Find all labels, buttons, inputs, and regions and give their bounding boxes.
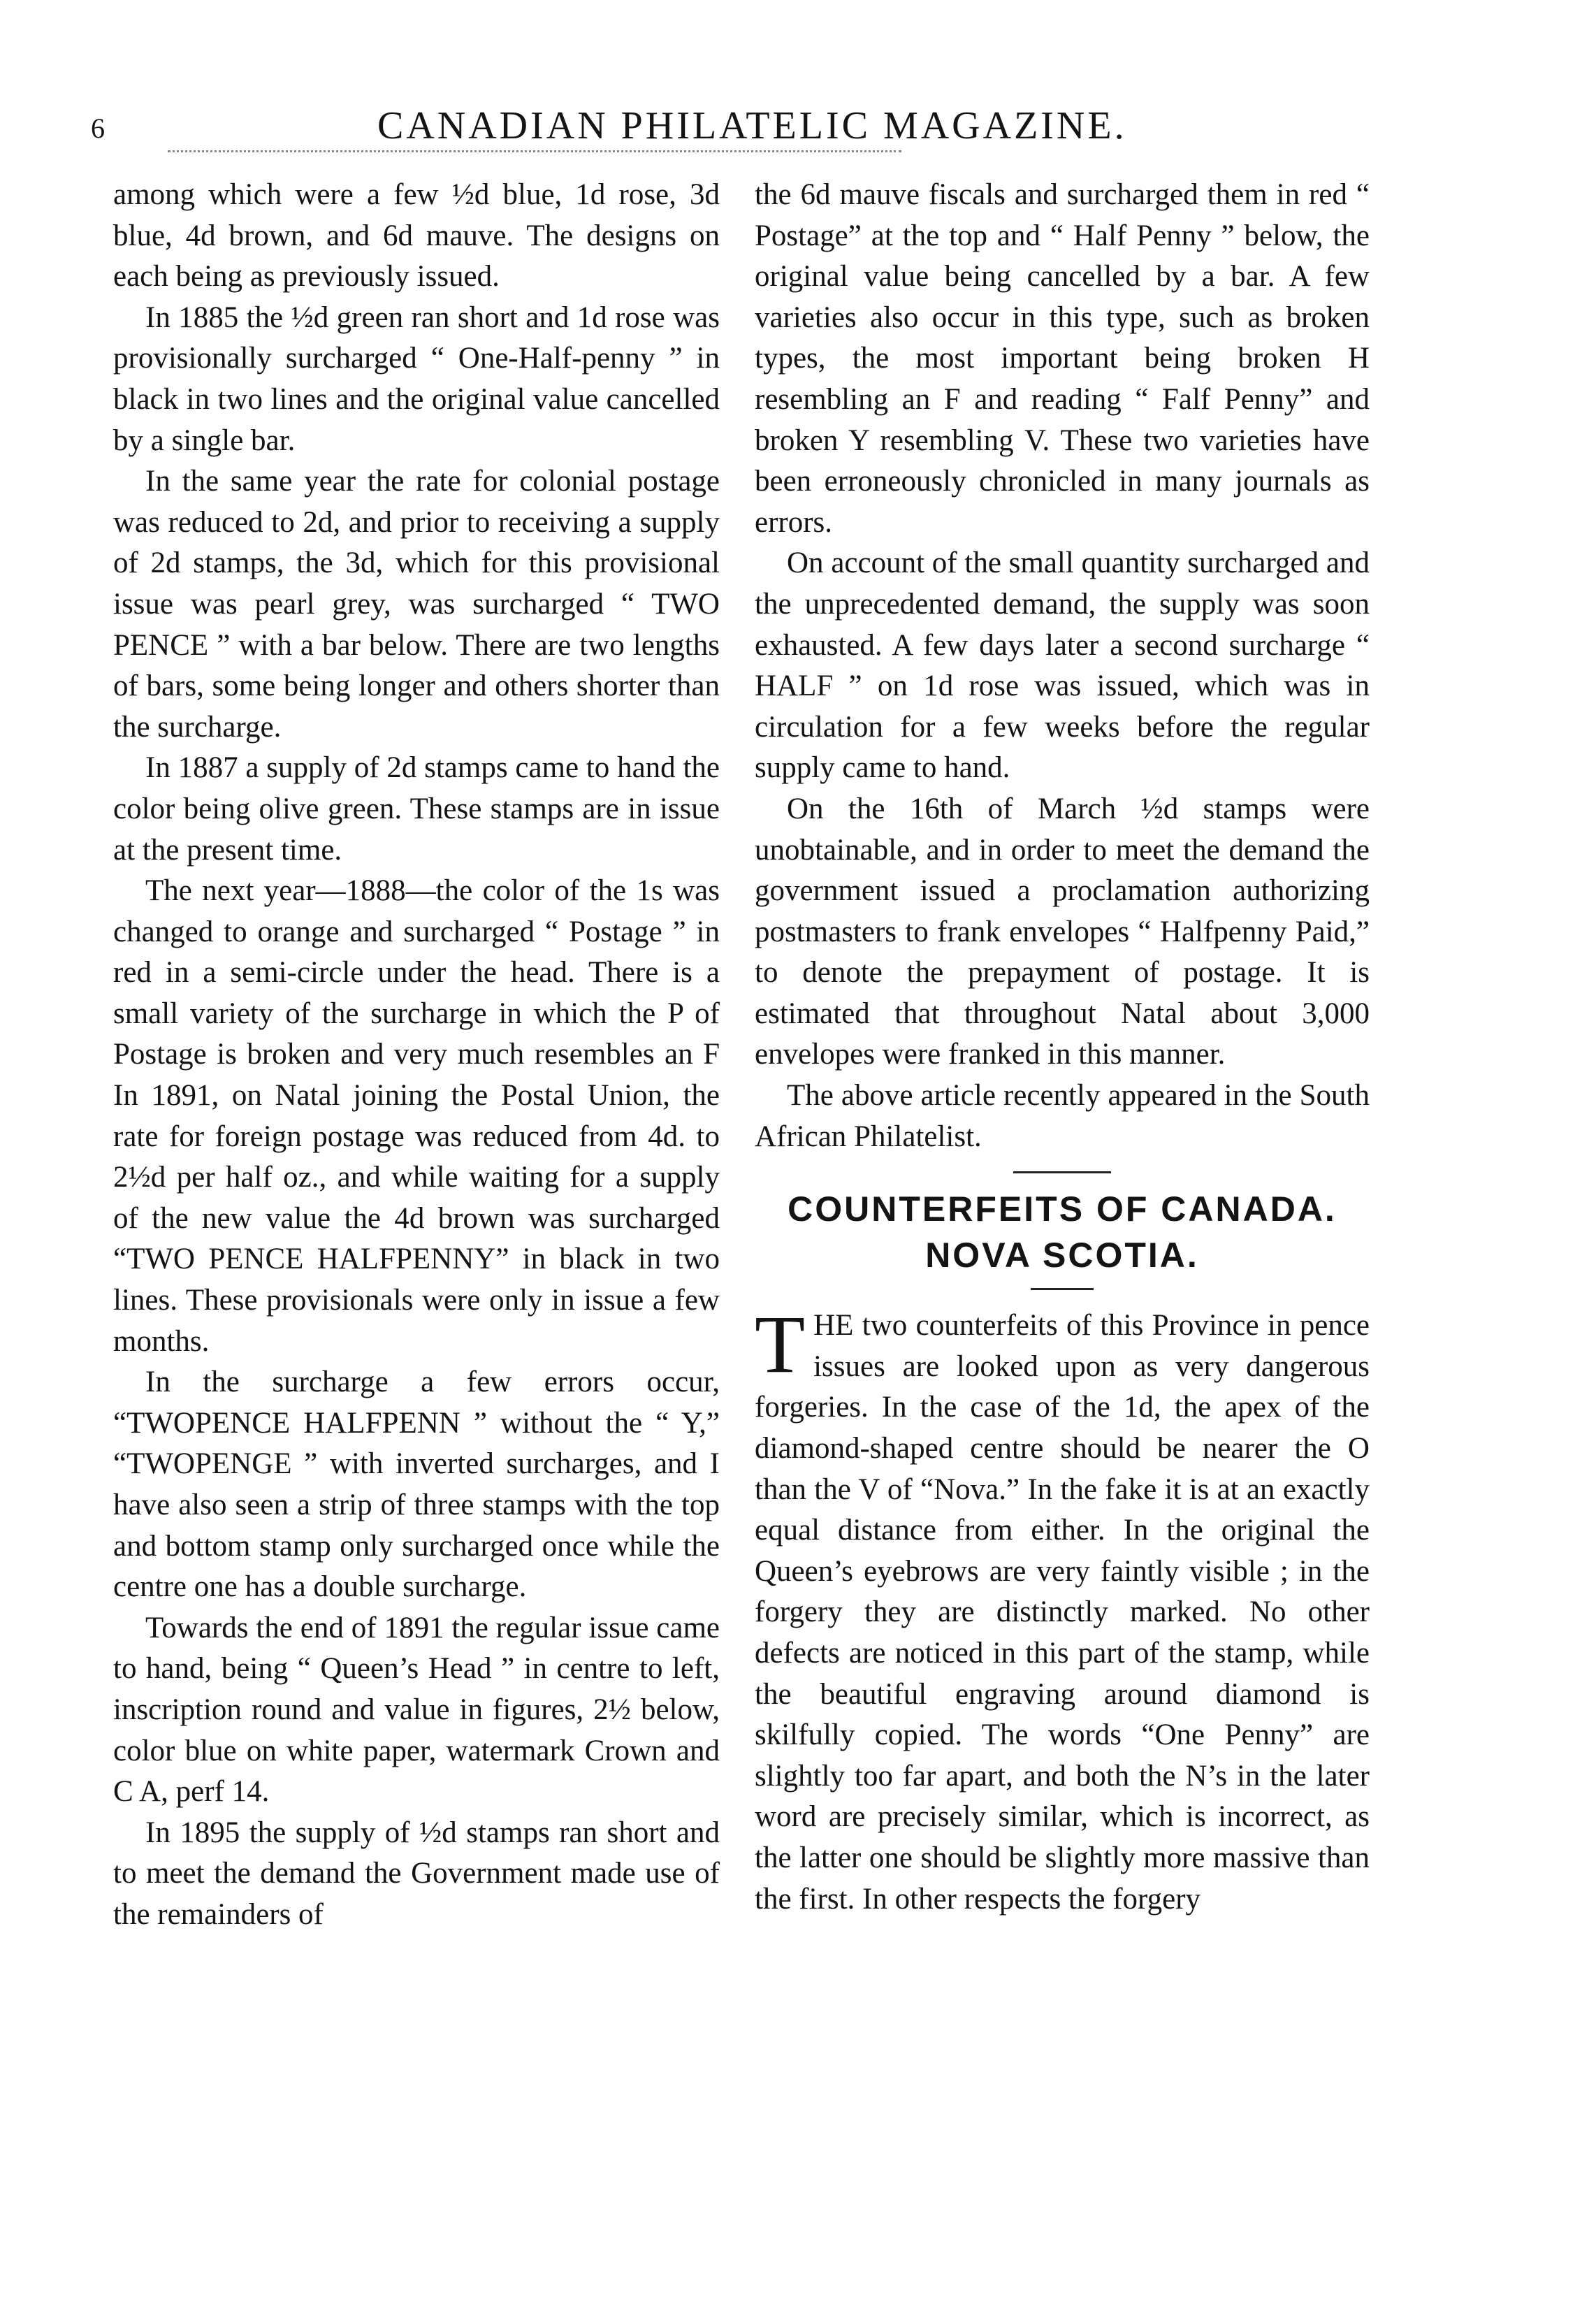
right-column <box>755 175 1370 1920</box>
paragraph: Towards the end of 1891 the regular issue came to hand, being “ Queen’s Head ” in centre to left, inscription round and value in figures, 2½ below, color blue on white paper, watermark Crown and C A, perf 14. <box>113 1611 720 1809</box>
paragraph: In 1887 a supply of 2d stamps came to hand the color being olive green. These stamps are in issue at the present time. <box>113 751 720 867</box>
paragraph: In 1885 the ½d green ran short and 1d rose was provisionally surcharged “ One-Half-penny ” in black in two lines and the original value cancelled by a single bar. <box>113 301 720 457</box>
paragraph: In the surcharge a few errors occur, “TWOPENCE HALFPENN ” without the “ Y,” “TWOPENGE ” with inverted surcharges, and I have also seen a strip of three stamps with the top and bottom stamp only surcharged once while the centre one has a double surcharge. <box>113 1366 720 1604</box>
paragraph: the 6d mauve fiscals and surcharged them in red “ Postage” at the top and “ Half Penny ” below, the original value being cancelled by a bar. A few varieties also occur in this type, such as broken types, the most important being broken H resembling an F and reading “ Falf Penny” and broken Y resembling V. These two varieties have been erroneously chronicled in many journals as errors. <box>755 178 1370 539</box>
paragraph: The next year—1888—the color of the 1s was changed to orange and surcharged “ Postage ” in red in a semi-circle under the head. There is a small variety of the surcharge in which the P of Postage is broken and very much resembles an F In 1891, on Natal joining the Postal Union, the rate for foreign postage was reduced from 4d. to 2½d per half oz., and while waiting for a supply of the new value the 4d brown was surcharged “TWO PENCE HALFPENNY” in black in two lines. These provisionals were only in issue a few months. <box>113 874 720 1358</box>
left-column <box>113 175 720 1936</box>
article-title <box>755 1186 1370 1278</box>
article-body: HE two counterfeits of this Province in pence issues are looked upon as very dangerous forgeries. In the case of the 1d, the apex of the diamond-shaped centre should be nearer the O than the V of “Nova.” In the fake it is at an exactly equal distance from either. In the original the Queen’s eyebrows are very faintly visible ; in the forgery they are distinctly marked. No other defects are noticed in this part of the stamp, while the beautiful engraving around diamond is skilfully copied. The words “One Penny” are slightly too far apart, and both the N’s in the later word are precisely similar, which is incorrect, as the latter one should be slightly more massive than the first. In other respects the forgery <box>755 1309 1370 1916</box>
drop-cap: T <box>755 1298 806 1391</box>
page-number: 6 <box>91 113 105 144</box>
article-title-line-2: NOVA SCOTIA. <box>925 1236 1199 1275</box>
header-rule <box>168 150 901 152</box>
running-title: CANADIAN PHILATELIC MAGAZINE. <box>377 104 1127 147</box>
article-title-line-1: COUNTERFEITS OF CANADA. <box>788 1189 1337 1229</box>
paragraph: among which were a few ½d blue, 1d rose, 3d blue, 4d brown, and 6d mauve. The designs on each being as previously issued. <box>113 178 720 294</box>
paragraph: In 1895 the supply of ½d stamps ran short and to meet the demand the Government made use of the remainders of <box>113 1816 720 1931</box>
title-rule <box>1031 1288 1094 1290</box>
article-first-paragraph <box>755 1298 1370 1920</box>
paragraph: On the 16th of March ½d stamps were unobtainable, and in order to meet the demand the government issued a proclamation authorizing postmasters to frank envelopes “ Halfpenny Paid,” to denote the prepayment of postage. It is estimated that throughout Natal about 3,000 envelopes were franked in this manner. <box>755 792 1370 1071</box>
paragraph: The above article recently appeared in the South African Philatelist. <box>755 1079 1370 1153</box>
page-header <box>91 103 1125 166</box>
section-divider <box>1013 1171 1111 1173</box>
paragraph: On account of the small quantity surcharged and the unprecedented demand, the supply was soon exhausted. A few days later a second surcharge “ HALF ” on 1d rose was issued, which was in circulation for a few weeks before the regular supply came to hand. <box>755 547 1370 785</box>
paragraph: In the same year the rate for colonial postage was reduced to 2d, and prior to receiving a supply of 2d stamps, the 3d, which for this provisional issue was pearl grey, was surcharged “ TWO PENCE ” with a bar below. There are two lengths of bars, some being longer and others shorter than the surcharge. <box>113 465 720 744</box>
